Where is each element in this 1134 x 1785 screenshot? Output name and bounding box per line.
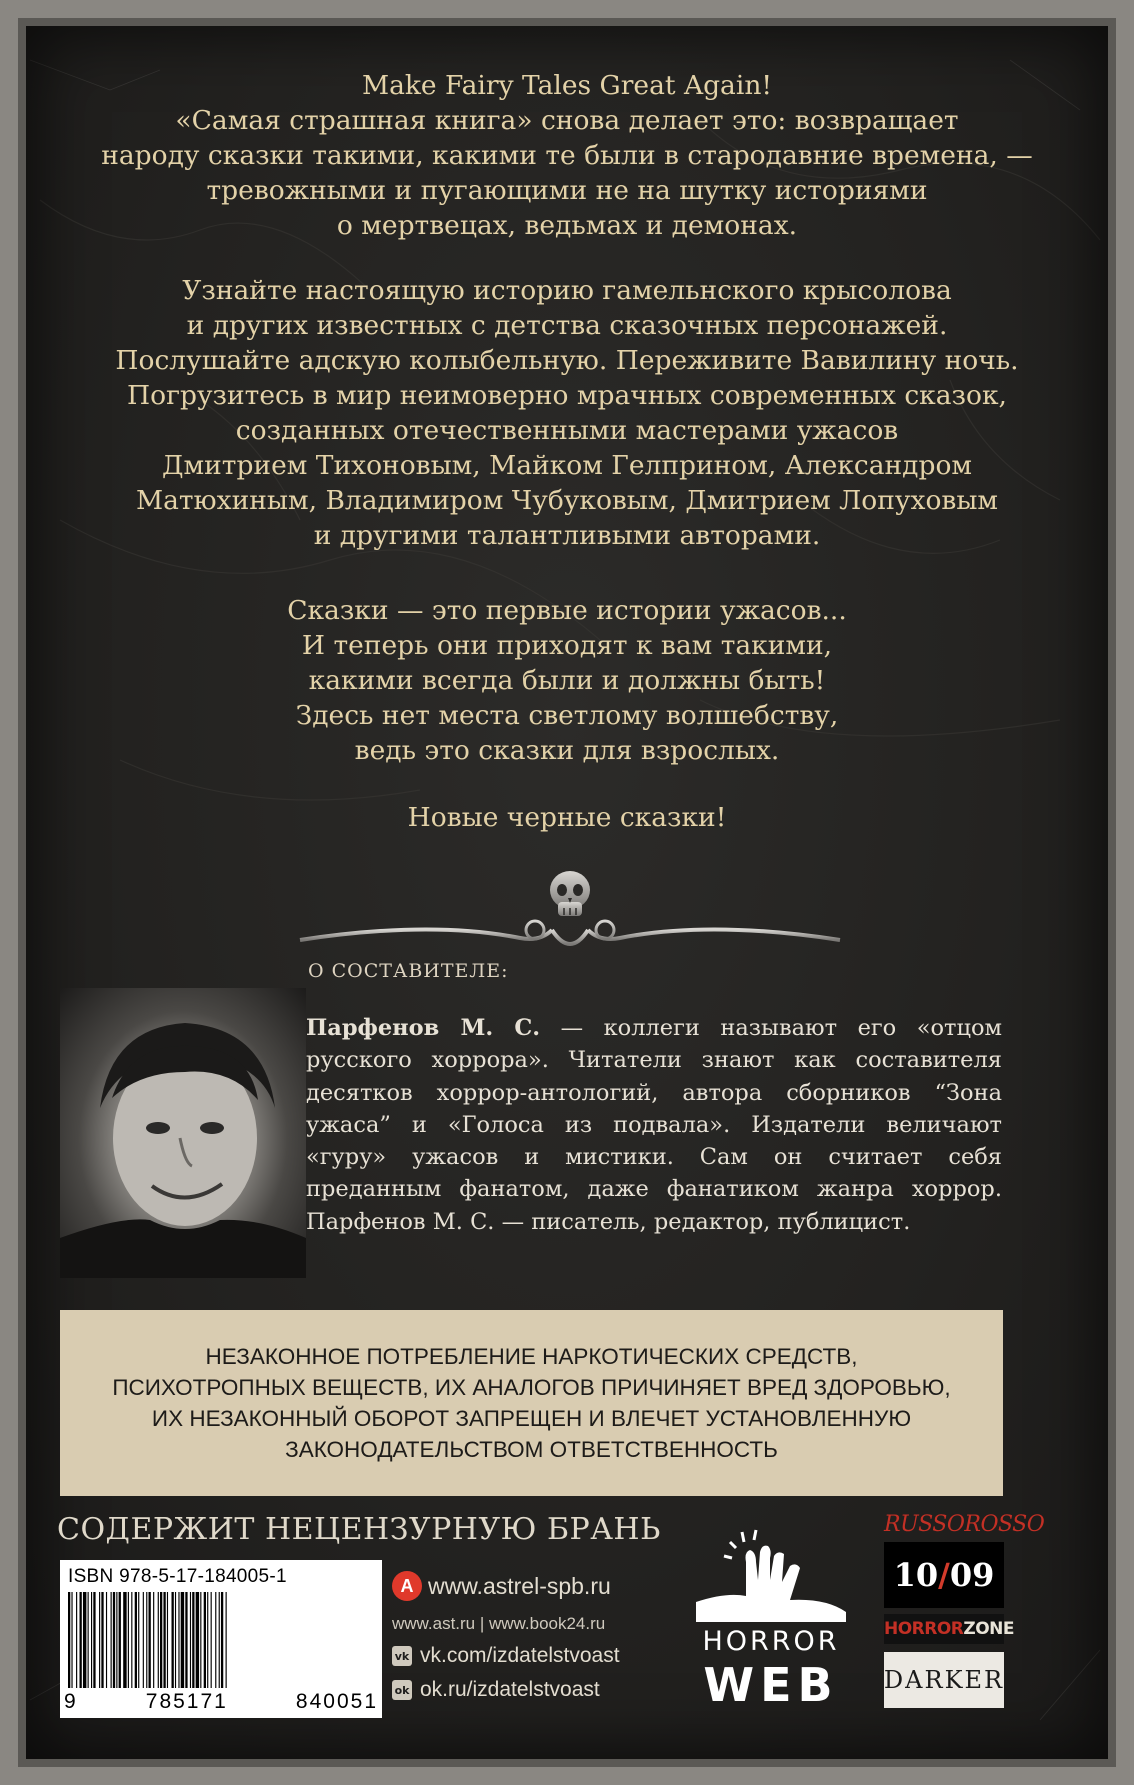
skull-ornament-icon [290,860,850,960]
horrorzone-white: ZONE [963,1619,1015,1639]
barcode-bars-icon [68,1592,374,1688]
barcode-bar [192,1592,194,1688]
barcode-bar [88,1592,89,1688]
compiler-photo [60,988,306,1278]
barcode-bar [167,1592,168,1688]
barcode-bar [111,1592,112,1688]
warning-line: ПСИХОТРОПНЫХ ВЕЩЕСТВ, ИХ АНАЛОГОВ ПРИЧИНЯЕТ ВРЕД ЗДОРОВЬЮ, [112,1375,951,1400]
ean-digits-left: 785171 [145,1690,228,1713]
ok-link[interactable] [392,1678,682,1702]
blurb-line: и другими талантливыми авторами. [313,520,821,551]
1009-left: 10 [893,1556,939,1594]
publisher-links [392,1568,682,1702]
ast-book24-links[interactable]: www.ast.ru | www.book24.ru [392,1614,606,1633]
portrait-image [60,988,306,1278]
astrel-link[interactable] [392,1568,682,1604]
1009-logo [884,1542,1004,1608]
isbn-label: ISBN 978-5-17-184005-1 [68,1566,287,1587]
imprint-logos [883,1508,1045,1708]
horror-web-line1: HORROR [702,1626,840,1657]
blurb-line: Здесь нет места светлому волшебству, [295,700,839,731]
barcode-bar [68,1592,70,1688]
astrel-url[interactable]: www.astrel-spb.ru [428,1572,611,1599]
1009-slash: / [938,1556,950,1594]
blurb-line: какими всегда были и должны быть! [308,665,826,696]
barcode-bar [160,1592,162,1688]
ean-digits-right: 840051 [295,1690,378,1713]
isbn-barcode [60,1560,382,1718]
compiler-name: Парфенов М. С. [306,1015,541,1041]
darker-logo: DARKER [884,1652,1004,1708]
blurb-line: Дмитрием Тихоновым, Майком Гелприном, Александром [161,450,973,481]
drug-warning-box [60,1310,1003,1496]
barcode-bar [119,1592,121,1688]
blurb-line: Матюхиным, Владимиром Чубуковым, Дмитрием Лопуховым [135,485,999,516]
blurb-line: «Самая страшная книга» снова делает это: возвращает [175,105,959,136]
barcode-bar [135,1592,137,1688]
barcode-bar [215,1592,216,1688]
barcode-bar [80,1592,82,1688]
barcode-bar [204,1592,206,1688]
barcode-bar [221,1592,223,1688]
blurb-line: ведь это сказки для взрослых. [354,735,780,766]
russorosso-logo: RUSSOROSSO [884,1512,1045,1537]
barcode-bar [200,1592,201,1688]
vk-link[interactable] [392,1644,682,1668]
barcode-bar [113,1592,115,1688]
horror-web-line2: WEB [703,1658,839,1712]
ean-digit-prefix: 9 [64,1690,78,1713]
barcode-bar [149,1592,151,1688]
barcode-bar [83,1592,86,1688]
blurb-tagline [60,800,1074,835]
barcode-bar [172,1592,174,1688]
horror-web-logo [686,1522,856,1722]
compiler-bio-text: — коллеги называют его «отцом русского хоррора». Читатели знают как составителя десятков хоррор-антологий, автора сборников “Зона ужаса” и «Голоса из подвала». Издатели величают «гуру» ужасов и мистики. Сам он считает себя преданным фанатом, даже фанатиком жанра хоррор. Парфенов М. С. — писатель, редактор, публицист. [306,1015,1002,1235]
explicit-content-notice: СОДЕРЖИТ НЕЦЕНЗУРНУЮ БРАНЬ [57,1512,661,1547]
blurb-line: народу сказки такими, какими те были в стародавние времена, — [101,140,1033,171]
horrorzone-logo [884,1614,1015,1644]
blurb-line: Послушайте адскую колыбельную. Переживите Вавилину ночь. [115,345,1019,376]
barcode-bar [181,1592,184,1688]
barcode-bar [91,1592,92,1688]
barcode-bar [143,1592,144,1688]
barcode-bar [163,1592,165,1688]
blurb-paragraph-2 [60,273,1074,553]
barcode-bar [99,1592,100,1688]
ok-icon: ok [392,1680,412,1700]
blurb-line: Погрузитесь в мир неимоверно мрачных современных сказок, [127,380,1007,411]
barcode-bar [76,1592,77,1688]
barcode-bar [101,1592,103,1688]
barcode-bar [116,1592,117,1688]
blurb-paragraph-3 [60,593,1074,768]
barcode-bar [211,1592,212,1688]
blurb-line: Узнайте настоящую историю гамельнского крысолова [182,275,952,306]
barcode-bar [226,1592,227,1688]
warning-line: НЕЗАКОННОЕ ПОТРЕБЛЕНИЕ НАРКОТИЧЕСКИХ СРЕДСТВ, [205,1344,858,1369]
barcode-bar [138,1592,139,1688]
blurb-line: Сказки — это первые истории ужасов... [287,595,847,626]
barcode-bar [158,1592,159,1688]
zombie-hand-icon [686,1522,856,1626]
barcode-bar [178,1592,179,1688]
ok-url[interactable]: ok.ru/izdatelstvoast [420,1678,600,1701]
barcode-bar [93,1592,95,1688]
ean-digits [64,1690,378,1714]
warning-line: ЗАКОНОДАТЕЛЬСТВОМ ОТВЕТСТВЕННОСТЬ [285,1437,778,1462]
barcode-bar [196,1592,199,1688]
barcode-bar [190,1592,191,1688]
barcode-bar [185,1592,187,1688]
compiler-bio [306,1012,1002,1238]
vk-icon: vk [392,1646,412,1666]
barcode-bar [219,1592,220,1688]
about-compiler-label: О СОСТАВИТЕЛЕ: [308,960,509,982]
tagline: Новые черные сказки! [407,802,727,833]
blurb-line: тревожными и пугающими не на шутку историями [206,175,928,206]
horrorzone-red: HORROR [884,1619,964,1639]
barcode-bar [207,1592,208,1688]
vk-url[interactable]: vk.com/izdatelstvoast [420,1644,620,1667]
barcode-bar [128,1592,129,1688]
barcode-bar [175,1592,176,1688]
blurb-line: Make Fairy Tales Great Again! [361,70,773,101]
blurb-line: и других известных с детства сказочных персонажей. [186,310,948,341]
barcode-bar [131,1592,132,1688]
1009-right: 09 [949,1556,995,1594]
barcode-bar [123,1592,126,1688]
blurb-paragraph-1 [60,68,1074,243]
blurb-line: о мертвецах, ведьмах и демонах. [336,210,798,241]
ast-logo-icon: А [392,1571,422,1601]
barcode-bar [106,1592,107,1688]
barcode-bar [71,1592,72,1688]
blurb-line: И теперь они приходят к вам такими, [301,630,833,661]
barcode-bar [146,1592,147,1688]
blurb-line: созданных отечественными мастерами ужасов [235,415,899,446]
barcode-bar [153,1592,154,1688]
warning-line: ИХ НЕЗАКОННЫЙ ОБОРОТ ЗАПРЕЩЕН И ВЛЕЧЕТ УСТАНОВЛЕННУЮ [151,1406,912,1431]
